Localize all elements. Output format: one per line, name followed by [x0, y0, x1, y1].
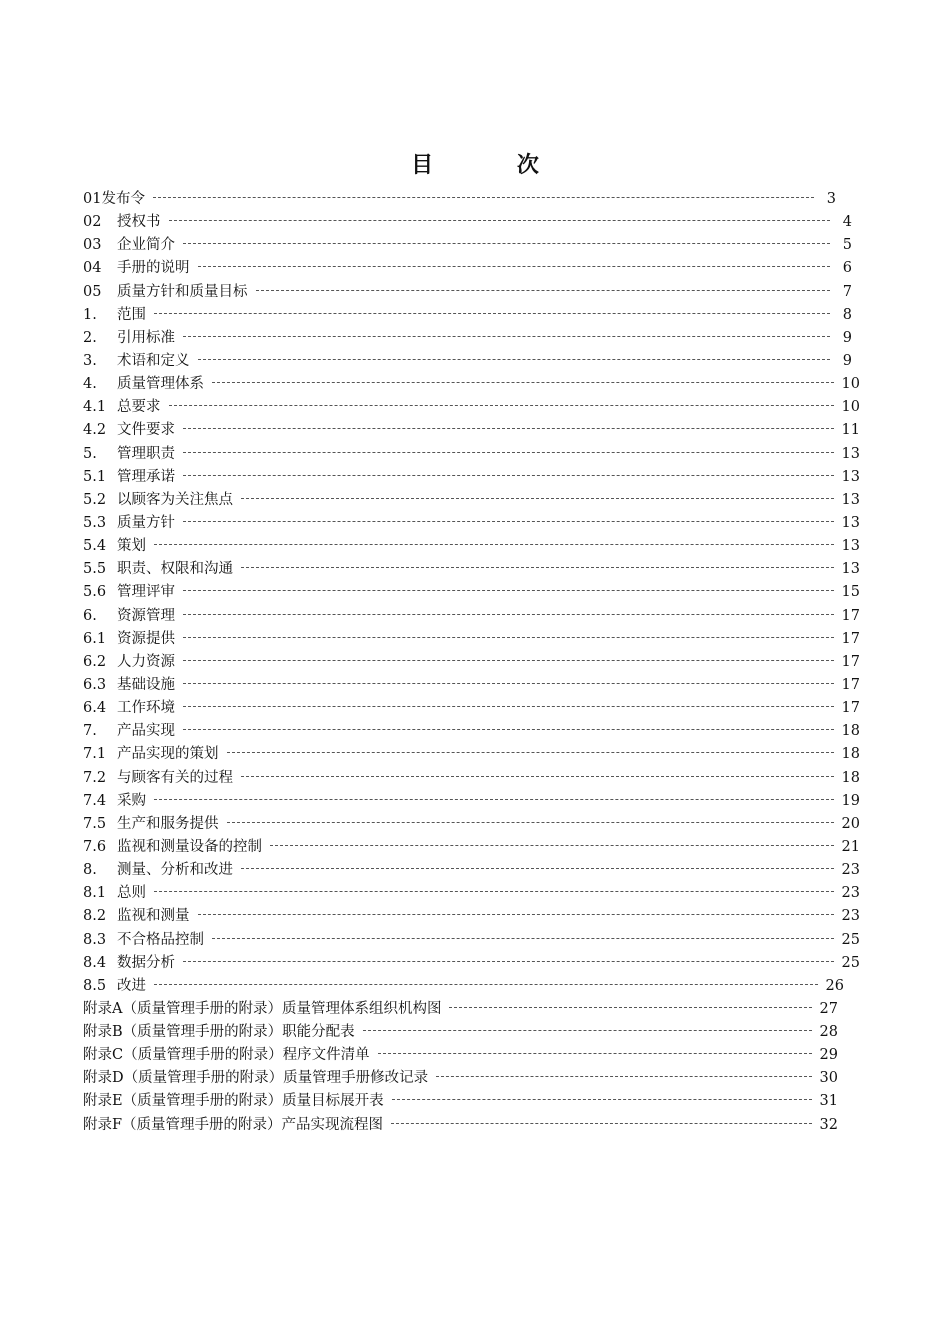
toc-leader-dashes: [392, 1099, 812, 1100]
toc-leader-dashes: [183, 660, 834, 661]
toc-entry-number: 7.5: [83, 815, 107, 832]
toc-entry-page: 8: [842, 306, 852, 323]
toc-entry-label: 工作环境: [117, 700, 175, 717]
toc-entry-label: 数据分析: [117, 954, 175, 971]
toc-entry[interactable]: [83, 373, 860, 396]
toc-entry-number: 8.4: [83, 954, 107, 971]
toc-entry-page: 9: [842, 329, 852, 346]
toc-entry[interactable]: [83, 628, 860, 651]
toc-entry[interactable]: [83, 350, 852, 373]
toc-entry-page: 17: [841, 607, 860, 624]
toc-leader-dashes: [363, 1030, 812, 1031]
toc-entry-number: 4.1: [83, 399, 107, 416]
toc-leader-dashes: [183, 336, 830, 337]
toc-entry-number: 8.1: [83, 885, 107, 902]
toc-entry[interactable]: [83, 1021, 838, 1044]
toc-entry-page: 10: [841, 376, 860, 393]
toc-entry-page: 5: [842, 237, 852, 254]
toc-entry-page: 13: [841, 514, 860, 531]
toc-leader-dashes: [183, 614, 834, 615]
toc-entry-label: 资源提供: [117, 630, 175, 647]
toc-entry-number: 03: [83, 237, 102, 254]
toc-entry-number: 5.3: [83, 514, 107, 531]
toc-leader-dashes: [183, 706, 834, 707]
toc-entry[interactable]: [83, 1114, 838, 1137]
toc-entry-label: 企业简介: [117, 237, 175, 254]
toc-leader-dashes: [256, 290, 831, 291]
toc-leader-dashes: [183, 475, 834, 476]
toc-leader-dashes: [154, 544, 834, 545]
toc-entry-page: 13: [841, 445, 860, 462]
toc-entry-label: 附录D（质量管理手册的附录）质量管理手册修改记录: [83, 1070, 429, 1087]
toc-entry-page: 17: [841, 630, 860, 647]
toc-entry-number: 7.2: [83, 769, 107, 786]
toc-entry-label: 产品实现: [117, 723, 175, 740]
toc-entry-number: 8.: [83, 862, 97, 879]
toc-leader-dashes: [183, 452, 834, 453]
toc-entry-page: 18: [841, 746, 860, 763]
toc-entry-label: 附录E（质量管理手册的附录）质量目标展开表: [83, 1093, 384, 1110]
toc-entry-number: 6.2: [83, 653, 107, 670]
toc-entry-label: 监视和测量: [117, 908, 190, 925]
toc-leader-dashes: [183, 683, 834, 684]
toc-entry[interactable]: [83, 489, 860, 512]
toc-entry-number: 4.: [83, 376, 97, 393]
toc-leader-dashes: [227, 822, 834, 823]
toc-entry-page: 30: [819, 1070, 838, 1087]
toc-entry-page: 32: [819, 1116, 838, 1133]
toc-entry-page: 31: [819, 1093, 838, 1110]
toc-leader-dashes: [183, 961, 834, 962]
toc-leader-dashes: [183, 590, 834, 591]
toc-entry[interactable]: [83, 605, 860, 628]
toc-entry[interactable]: [83, 1067, 838, 1090]
toc-leader-dashes: [198, 914, 834, 915]
toc-entry-label: 总要求: [117, 399, 161, 416]
toc-entry-page: 28: [819, 1024, 838, 1041]
toc-entry[interactable]: [83, 720, 860, 743]
toc-leader-dashes: [153, 197, 814, 198]
toc-leader-dashes: [154, 891, 834, 892]
toc-entry-number: 05: [83, 283, 102, 300]
toc-entry-label: 改进: [117, 977, 146, 994]
toc-entry-label: 生产和服务提供: [117, 815, 219, 832]
toc-entry[interactable]: [83, 836, 860, 859]
toc-entry[interactable]: [83, 188, 836, 211]
toc-entry-page: 10: [841, 399, 860, 416]
toc-entry-page: 17: [841, 653, 860, 670]
toc-leader-dashes: [154, 313, 830, 314]
toc-entry-label: 与顾客有关的过程: [117, 769, 233, 786]
toc-entry-label: 测量、分析和改进: [117, 862, 233, 879]
toc-entry[interactable]: [83, 257, 852, 280]
toc-entry-page: 25: [841, 954, 860, 971]
toc-entry-label: 策划: [117, 538, 146, 555]
toc-entry-number: 8.5: [83, 977, 107, 994]
toc-entry-label: 手册的说明: [117, 260, 190, 277]
toc-entry-page: 25: [841, 931, 860, 948]
toc-entry-number: 6.: [83, 607, 97, 624]
toc-entry[interactable]: [83, 443, 860, 466]
toc-entry-page: 19: [841, 792, 860, 809]
toc-entry[interactable]: [83, 558, 860, 581]
table-of-contents: [83, 188, 873, 1137]
toc-entry-page: 13: [841, 561, 860, 578]
toc-entry-label: 质量方针: [117, 514, 175, 531]
toc-entry-number: 1.: [83, 306, 97, 323]
toc-leader-dashes: [183, 521, 834, 522]
toc-entry-label: 附录C（质量管理手册的附录）程序文件清单: [83, 1047, 370, 1064]
toc-entry-label: 产品实现的策划: [117, 746, 219, 763]
toc-entry-page: 20: [841, 815, 860, 832]
toc-entry[interactable]: [83, 697, 860, 720]
toc-entry-page: 17: [841, 676, 860, 693]
toc-entry-label: 不合格品控制: [117, 931, 204, 948]
toc-entry-label: 附录F（质量管理手册的附录）产品实现流程图: [83, 1116, 384, 1133]
toc-leader-dashes: [212, 938, 834, 939]
toc-entry-number: 5.: [83, 445, 97, 462]
toc-entry[interactable]: [83, 1044, 838, 1067]
toc-entry-number: 7.4: [83, 792, 107, 809]
toc-entry-page: 23: [841, 862, 860, 879]
toc-entry-page: 13: [841, 491, 860, 508]
toc-leader-dashes: [154, 984, 818, 985]
toc-entry[interactable]: [83, 952, 860, 975]
toc-entry-number: 04: [83, 260, 102, 277]
toc-leader-dashes: [241, 776, 834, 777]
toc-entry[interactable]: [83, 419, 860, 442]
toc-entry-label: 术语和定义: [117, 352, 190, 369]
toc-entry-label: 附录A（质量管理手册的附录）质量管理体系组织机构图: [83, 1000, 442, 1017]
toc-leader-dashes: [198, 359, 831, 360]
toc-entry-label: 监视和测量设备的控制: [117, 838, 262, 855]
toc-entry-page: 3: [826, 191, 836, 207]
toc-entry-number: 01: [83, 191, 102, 207]
toc-leader-dashes: [198, 266, 831, 267]
toc-leader-dashes: [183, 729, 834, 730]
toc-entry-page: 23: [841, 908, 860, 925]
toc-leader-dashes: [212, 382, 834, 383]
toc-entry[interactable]: [83, 998, 838, 1021]
toc-entry-label: 采购: [117, 792, 146, 809]
toc-entry[interactable]: [83, 859, 860, 882]
toc-entry-number: 7.: [83, 723, 97, 740]
toc-entry[interactable]: [83, 304, 852, 327]
toc-entry-number: 8.2: [83, 908, 107, 925]
toc-entry-label: 附录B（质量管理手册的附录）职能分配表: [83, 1024, 355, 1041]
toc-leader-dashes: [227, 752, 834, 753]
toc-entry-page: 11: [841, 422, 860, 439]
toc-entry-page: 29: [819, 1047, 838, 1064]
toc-leader-dashes: [154, 799, 834, 800]
toc-entry-number: 7.1: [83, 746, 107, 763]
toc-entry-number: 3.: [83, 352, 97, 369]
toc-entry[interactable]: [83, 211, 852, 234]
toc-entry[interactable]: [83, 512, 860, 535]
toc-entry[interactable]: [83, 674, 860, 697]
toc-entry-number: 5.6: [83, 584, 107, 601]
toc-entry[interactable]: [83, 813, 860, 836]
toc-entry[interactable]: [83, 327, 852, 350]
toc-entry-label: 授权书: [117, 214, 161, 231]
toc-entry-label: 管理承诺: [117, 468, 175, 485]
toc-entry-number: 5.5: [83, 561, 107, 578]
toc-entry[interactable]: [83, 396, 860, 419]
toc-leader-dashes: [378, 1053, 812, 1054]
toc-entry-label: 引用标准: [117, 329, 175, 346]
toc-leader-dashes: [391, 1123, 811, 1124]
toc-entry-page: 6: [842, 260, 852, 277]
page-title: 目 次: [411, 152, 577, 178]
toc-entry-page: 21: [841, 838, 860, 855]
toc-entry[interactable]: [83, 882, 860, 905]
toc-entry-number: 5.2: [83, 491, 107, 508]
toc-entry-label: 文件要求: [117, 422, 175, 439]
toc-leader-dashes: [183, 428, 834, 429]
toc-entry-label: 管理职责: [117, 445, 175, 462]
toc-entry-page: 13: [841, 538, 860, 555]
toc-entry-label: 质量管理体系: [117, 376, 204, 393]
toc-leader-dashes: [169, 220, 831, 221]
toc-entry-number: 6.3: [83, 676, 107, 693]
toc-entry-label: 职责、权限和沟通: [117, 561, 233, 578]
toc-entry[interactable]: [83, 743, 860, 766]
toc-entry-label: 发布令: [101, 191, 145, 207]
toc-leader-dashes: [241, 868, 834, 869]
toc-entry-label: 范围: [117, 306, 146, 323]
toc-entry[interactable]: [83, 1090, 838, 1113]
toc-entry[interactable]: [83, 535, 860, 558]
toc-entry-number: 6.4: [83, 700, 107, 717]
toc-entry-page: 26: [825, 977, 844, 994]
toc-entry[interactable]: [83, 790, 860, 813]
toc-entry[interactable]: [83, 905, 860, 928]
toc-entry-label: 资源管理: [117, 607, 175, 624]
toc-entry[interactable]: [83, 767, 860, 790]
toc-leader-dashes: [183, 637, 834, 638]
toc-entry-page: 9: [842, 352, 852, 369]
toc-entry-page: 15: [841, 584, 860, 601]
toc-entry[interactable]: [83, 234, 852, 257]
toc-entry-number: 4.2: [83, 422, 107, 439]
toc-leader-dashes: [449, 1007, 811, 1008]
toc-entry-number: 7.6: [83, 838, 107, 855]
toc-leader-dashes: [241, 498, 834, 499]
toc-leader-dashes: [169, 405, 834, 406]
toc-entry-page: 18: [841, 769, 860, 786]
toc-entry-number: 5.4: [83, 538, 107, 555]
toc-entry-label: 人力资源: [117, 653, 175, 670]
toc-entry[interactable]: [83, 929, 860, 952]
toc-entry[interactable]: [83, 466, 860, 489]
toc-entry-page: 13: [841, 468, 860, 485]
toc-entry-page: 27: [819, 1000, 838, 1017]
toc-entry-label: 以顾客为关注焦点: [117, 491, 233, 508]
toc-leader-dashes: [183, 243, 830, 244]
toc-entry[interactable]: [83, 651, 860, 674]
toc-entry-page: 18: [841, 723, 860, 740]
toc-leader-dashes: [241, 567, 834, 568]
toc-leader-dashes: [436, 1076, 811, 1077]
toc-entry-page: 17: [841, 700, 860, 717]
toc-entry[interactable]: [83, 281, 852, 304]
toc-entry-label: 管理评审: [117, 584, 175, 601]
toc-entry-number: 02: [83, 214, 102, 231]
toc-entry-number: 5.1: [83, 468, 107, 485]
toc-entry-number: 6.1: [83, 630, 107, 647]
toc-entry-label: 总则: [117, 885, 146, 902]
toc-entry-number: 2.: [83, 329, 97, 346]
toc-entry-page: 23: [841, 885, 860, 902]
toc-entry-page: 7: [842, 283, 852, 300]
toc-entry[interactable]: [83, 581, 860, 604]
toc-leader-dashes: [270, 845, 834, 846]
toc-entry-page: 4: [842, 214, 852, 231]
toc-entry-label: 质量方针和质量目标: [117, 283, 248, 300]
toc-entry[interactable]: [83, 975, 844, 998]
toc-entry-number: 8.3: [83, 931, 107, 948]
toc-entry-label: 基础设施: [117, 676, 175, 693]
